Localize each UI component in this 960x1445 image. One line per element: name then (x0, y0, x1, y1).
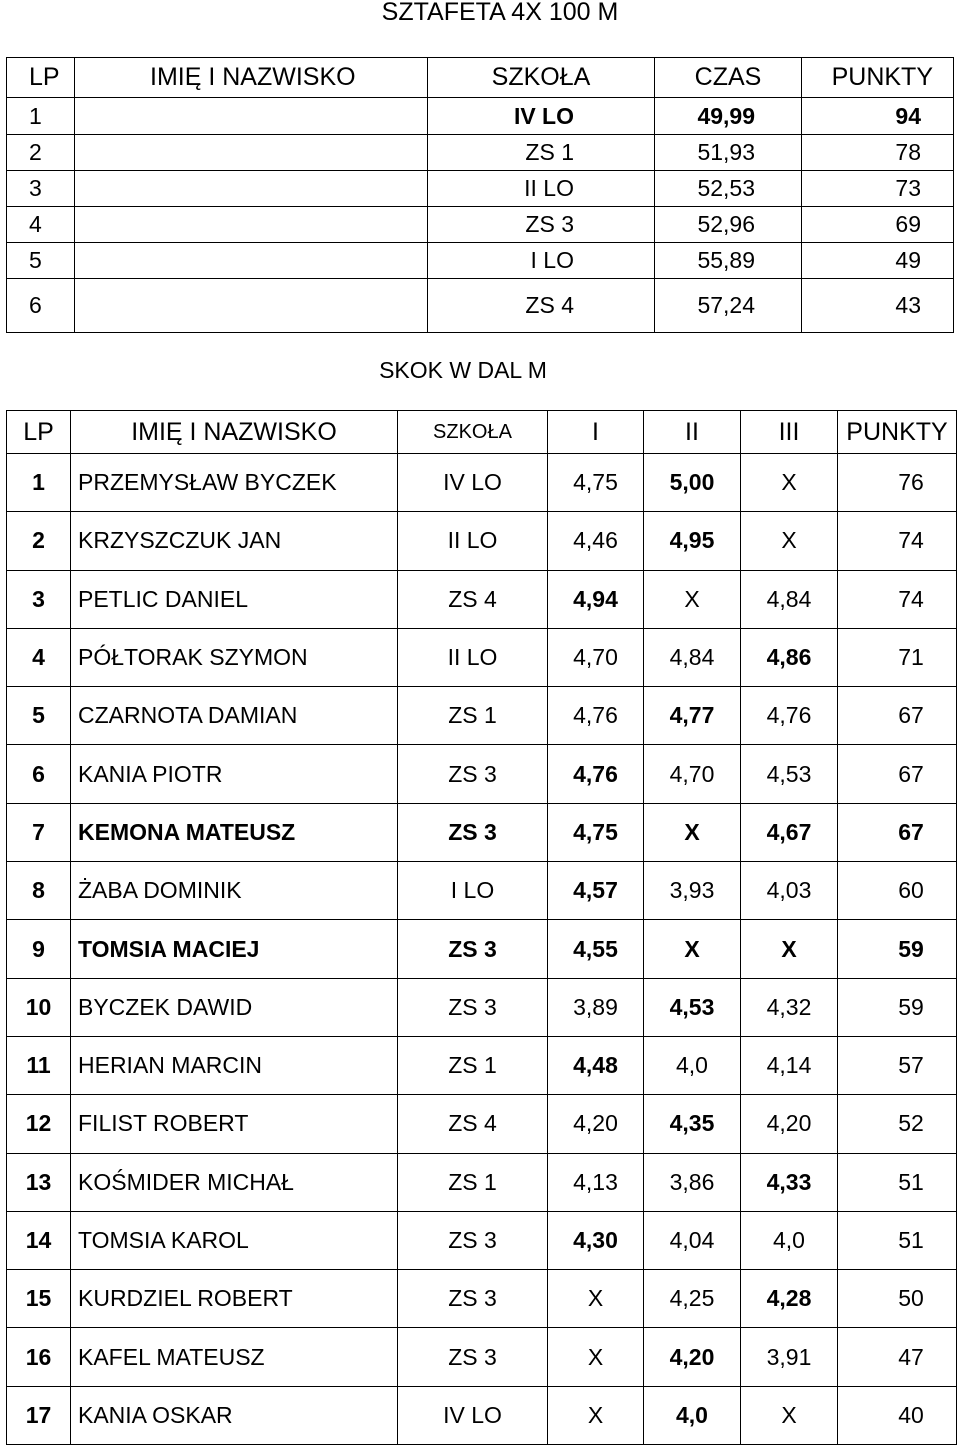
relay-points-cell: 78 (802, 135, 954, 171)
long-jump-attempt-1-cell: 4,20 (548, 1095, 644, 1153)
long-jump-school-cell: ZS 3 (398, 978, 548, 1036)
long-jump-attempt-3-cell: 4,84 (741, 570, 838, 628)
relay-name-cell (75, 279, 428, 333)
long-jump-attempt-2-cell: 4,20 (644, 1328, 741, 1386)
long-jump-attempt-1-cell: 4,76 (548, 745, 644, 803)
long-jump-attempt-3-cell: 4,67 (741, 803, 838, 861)
relay-name-cell (75, 243, 428, 279)
long-jump-lp-cell: 1 (7, 454, 71, 512)
long-jump-name-cell: ŻABA DOMINIK (71, 862, 398, 920)
long-jump-points-cell: 60 (838, 862, 957, 920)
long-jump-points-cell: 47 (838, 1328, 957, 1386)
long-jump-name-cell: TOMSIA KAROL (71, 1211, 398, 1269)
header-school: SZKOŁA (428, 58, 655, 98)
long-jump-points-cell: 40 (838, 1386, 957, 1444)
relay-points-cell: 94 (802, 98, 954, 135)
long-jump-name-cell: PETLIC DANIEL (71, 570, 398, 628)
long-jump-row (7, 1386, 957, 1444)
relay-points-cell: 43 (802, 279, 954, 333)
long-jump-attempt-3-cell: 4,14 (741, 1036, 838, 1094)
long-jump-school-cell: ZS 4 (398, 1095, 548, 1153)
long-jump-school-cell: ZS 3 (398, 1328, 548, 1386)
long-jump-school-cell: ZS 3 (398, 803, 548, 861)
relay-school-cell: II LO (428, 171, 655, 207)
long-jump-attempt-1-cell: 4,13 (548, 1153, 644, 1211)
long-jump-row (7, 803, 957, 861)
long-jump-attempt-3-cell: 4,32 (741, 978, 838, 1036)
long-jump-attempt-1-cell: X (548, 1386, 644, 1444)
long-jump-row (7, 687, 957, 745)
long-jump-attempt-1-cell: 4,76 (548, 687, 644, 745)
header-lp: LP (7, 411, 71, 454)
long-jump-lp-cell: 7 (7, 803, 71, 861)
relay-lp-cell: 6 (7, 279, 75, 333)
header-name: IMIĘ I NAZWISKO (71, 411, 398, 454)
long-jump-attempt-3-cell: X (741, 920, 838, 978)
long-jump-lp-cell: 5 (7, 687, 71, 745)
relay-name-cell (75, 98, 428, 135)
relay-name-cell (75, 207, 428, 243)
long-jump-attempt-2-cell: 4,0 (644, 1386, 741, 1444)
relay-time-cell: 55,89 (655, 243, 802, 279)
long-jump-lp-cell: 10 (7, 978, 71, 1036)
long-jump-attempt-3-cell: 4,20 (741, 1095, 838, 1153)
long-jump-attempt-1-cell: 3,89 (548, 978, 644, 1036)
relay-row (7, 135, 954, 171)
long-jump-lp-cell: 2 (7, 512, 71, 570)
long-jump-name-cell: PRZEMYSŁAW BYCZEK (71, 454, 398, 512)
long-jump-name-cell: KEMONA MATEUSZ (71, 803, 398, 861)
header-points: PUNKTY (802, 58, 954, 98)
long-jump-row (7, 978, 957, 1036)
header-attempt-2: II (644, 411, 741, 454)
long-jump-attempt-3-cell: 3,91 (741, 1328, 838, 1386)
long-jump-lp-cell: 6 (7, 745, 71, 803)
long-jump-attempt-3-cell: X (741, 512, 838, 570)
long-jump-points-cell: 51 (838, 1211, 957, 1269)
long-jump-attempt-1-cell: 4,70 (548, 628, 644, 686)
long-jump-school-cell: ZS 3 (398, 1270, 548, 1328)
long-jump-attempt-1-cell: 4,75 (548, 803, 644, 861)
long-jump-attempt-2-cell: 4,0 (644, 1036, 741, 1094)
long-jump-row (7, 628, 957, 686)
long-jump-row (7, 745, 957, 803)
long-jump-name-cell: CZARNOTA DAMIAN (71, 687, 398, 745)
long-jump-attempt-3-cell: 4,0 (741, 1211, 838, 1269)
relay-row (7, 243, 954, 279)
long-jump-school-cell: ZS 4 (398, 570, 548, 628)
relay-lp-cell: 1 (7, 98, 75, 135)
long-jump-lp-cell: 14 (7, 1211, 71, 1269)
long-jump-attempt-2-cell: 4,04 (644, 1211, 741, 1269)
long-jump-points-cell: 74 (838, 512, 957, 570)
relay-time-cell: 57,24 (655, 279, 802, 333)
relay-lp-cell: 5 (7, 243, 75, 279)
long-jump-attempt-1-cell: 4,46 (548, 512, 644, 570)
long-jump-attempt-2-cell: 4,25 (644, 1270, 741, 1328)
long-jump-school-cell: I LO (398, 862, 548, 920)
long-jump-points-cell: 74 (838, 570, 957, 628)
long-jump-name-cell: KRZYSZCZUK JAN (71, 512, 398, 570)
long-jump-school-cell: ZS 3 (398, 745, 548, 803)
long-jump-points-cell: 59 (838, 920, 957, 978)
long-jump-attempt-3-cell: 4,76 (741, 687, 838, 745)
relay-points-cell: 49 (802, 243, 954, 279)
long-jump-points-cell: 51 (838, 1153, 957, 1211)
long-jump-lp-cell: 9 (7, 920, 71, 978)
long-jump-row (7, 1270, 957, 1328)
long-jump-lp-cell: 3 (7, 570, 71, 628)
header-lp: LP (7, 58, 75, 98)
long-jump-attempt-1-cell: 4,94 (548, 570, 644, 628)
header-time: CZAS (655, 58, 802, 98)
long-jump-name-cell: KURDZIEL ROBERT (71, 1270, 398, 1328)
long-jump-points-cell: 67 (838, 803, 957, 861)
long-jump-points-cell: 52 (838, 1095, 957, 1153)
header-school: SZKOŁA (398, 411, 548, 454)
relay-school-cell: IV LO (428, 98, 655, 135)
long-jump-name-cell: KANIA OSKAR (71, 1386, 398, 1444)
long-jump-points-cell: 67 (838, 745, 957, 803)
header-attempt-3: III (741, 411, 838, 454)
long-jump-attempt-2-cell: X (644, 570, 741, 628)
long-jump-attempt-1-cell: 4,57 (548, 862, 644, 920)
long-jump-attempt-2-cell: 4,77 (644, 687, 741, 745)
relay-time-cell: 51,93 (655, 135, 802, 171)
relay-school-cell: ZS 3 (428, 207, 655, 243)
relay-title: SZTAFETA 4X 100 M (381, 0, 619, 26)
long-jump-attempt-1-cell: 4,75 (548, 454, 644, 512)
long-jump-name-cell: KAFEL MATEUSZ (71, 1328, 398, 1386)
long-jump-points-cell: 76 (838, 454, 957, 512)
header-attempt-1: I (548, 411, 644, 454)
long-jump-attempt-1-cell: 4,30 (548, 1211, 644, 1269)
relay-points-cell: 69 (802, 207, 954, 243)
long-jump-school-cell: IV LO (398, 1386, 548, 1444)
long-jump-school-cell: IV LO (398, 454, 548, 512)
long-jump-header-row (7, 411, 957, 454)
relay-time-cell: 52,96 (655, 207, 802, 243)
long-jump-points-cell: 57 (838, 1036, 957, 1094)
long-jump-points-cell: 59 (838, 978, 957, 1036)
relay-lp-cell: 3 (7, 171, 75, 207)
relay-time-cell: 52,53 (655, 171, 802, 207)
relay-school-cell: I LO (428, 243, 655, 279)
long-jump-lp-cell: 13 (7, 1153, 71, 1211)
relay-name-cell (75, 171, 428, 207)
long-jump-attempt-2-cell: 4,84 (644, 628, 741, 686)
long-jump-name-cell: HERIAN MARCIN (71, 1036, 398, 1094)
long-jump-lp-cell: 16 (7, 1328, 71, 1386)
long-jump-row (7, 920, 957, 978)
long-jump-school-cell: ZS 3 (398, 920, 548, 978)
long-jump-name-cell: BYCZEK DAWID (71, 978, 398, 1036)
long-jump-attempt-1-cell: X (548, 1328, 644, 1386)
long-jump-row (7, 512, 957, 570)
relay-school-cell: ZS 1 (428, 135, 655, 171)
relay-row (7, 98, 954, 135)
relay-row (7, 207, 954, 243)
relay-school-cell: ZS 4 (428, 279, 655, 333)
long-jump-school-cell: II LO (398, 512, 548, 570)
long-jump-lp-cell: 15 (7, 1270, 71, 1328)
relay-points-cell: 73 (802, 171, 954, 207)
relay-lp-cell: 2 (7, 135, 75, 171)
long-jump-school-cell: ZS 3 (398, 1211, 548, 1269)
long-jump-lp-cell: 8 (7, 862, 71, 920)
long-jump-row (7, 570, 957, 628)
long-jump-name-cell: KOŚMIDER MICHAŁ (71, 1153, 398, 1211)
relay-lp-cell: 4 (7, 207, 75, 243)
long-jump-school-cell: ZS 1 (398, 1036, 548, 1094)
relay-row (7, 279, 954, 333)
long-jump-points-cell: 71 (838, 628, 957, 686)
long-jump-row (7, 1211, 957, 1269)
long-jump-points-cell: 67 (838, 687, 957, 745)
long-jump-attempt-3-cell: X (741, 1386, 838, 1444)
long-jump-attempt-2-cell: 4,70 (644, 745, 741, 803)
long-jump-attempt-3-cell: 4,33 (741, 1153, 838, 1211)
long-jump-title: SKOK W DAL M (379, 357, 547, 383)
long-jump-attempt-3-cell: 4,03 (741, 862, 838, 920)
long-jump-row (7, 1328, 957, 1386)
long-jump-name-cell: FILIST ROBERT (71, 1095, 398, 1153)
relay-name-cell (75, 135, 428, 171)
long-jump-school-cell: ZS 1 (398, 687, 548, 745)
long-jump-attempt-3-cell: X (741, 454, 838, 512)
long-jump-row (7, 454, 957, 512)
long-jump-lp-cell: 4 (7, 628, 71, 686)
long-jump-attempt-2-cell: 4,53 (644, 978, 741, 1036)
long-jump-attempt-2-cell: 3,86 (644, 1153, 741, 1211)
relay-row (7, 171, 954, 207)
relay-results-table (6, 57, 954, 333)
long-jump-attempt-2-cell: 5,00 (644, 454, 741, 512)
long-jump-row (7, 1036, 957, 1094)
long-jump-name-cell: TOMSIA MACIEJ (71, 920, 398, 978)
long-jump-attempt-2-cell: 3,93 (644, 862, 741, 920)
long-jump-name-cell: KANIA PIOTR (71, 745, 398, 803)
long-jump-school-cell: ZS 1 (398, 1153, 548, 1211)
long-jump-attempt-1-cell: X (548, 1270, 644, 1328)
long-jump-attempt-3-cell: 4,53 (741, 745, 838, 803)
long-jump-name-cell: PÓŁTORAK SZYMON (71, 628, 398, 686)
long-jump-attempt-2-cell: 4,35 (644, 1095, 741, 1153)
long-jump-lp-cell: 11 (7, 1036, 71, 1094)
long-jump-attempt-2-cell: X (644, 920, 741, 978)
long-jump-row (7, 1095, 957, 1153)
long-jump-attempt-3-cell: 4,86 (741, 628, 838, 686)
long-jump-school-cell: II LO (398, 628, 548, 686)
long-jump-row (7, 862, 957, 920)
long-jump-attempt-2-cell: 4,95 (644, 512, 741, 570)
relay-time-cell: 49,99 (655, 98, 802, 135)
long-jump-points-cell: 50 (838, 1270, 957, 1328)
long-jump-row (7, 1153, 957, 1211)
long-jump-lp-cell: 12 (7, 1095, 71, 1153)
long-jump-attempt-1-cell: 4,48 (548, 1036, 644, 1094)
long-jump-attempt-2-cell: X (644, 803, 741, 861)
header-points: PUNKTY (838, 411, 957, 454)
header-name: IMIĘ I NAZWISKO (75, 58, 428, 98)
long-jump-lp-cell: 17 (7, 1386, 71, 1444)
long-jump-attempt-1-cell: 4,55 (548, 920, 644, 978)
relay-header-row (7, 58, 954, 98)
long-jump-attempt-3-cell: 4,28 (741, 1270, 838, 1328)
long-jump-results-table (6, 410, 957, 1445)
